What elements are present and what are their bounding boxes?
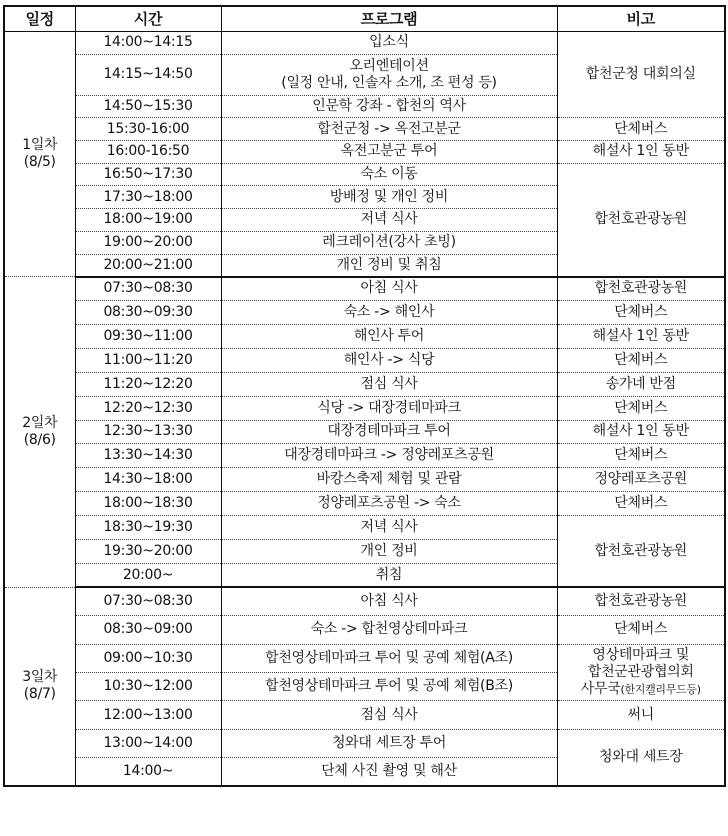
- day-label: 2일차: [22, 414, 58, 431]
- program-text: 레크레이션(강사 초빙): [322, 234, 456, 251]
- time-cell: 20:00~: [75, 563, 221, 587]
- program-text: 단체 사진 촬영 및 해산: [321, 763, 457, 780]
- time-cell: 09:30~11:00: [75, 324, 221, 348]
- remark-text-2: 합천군관광협의회: [587, 663, 694, 680]
- remark-cell: [557, 644, 725, 701]
- table-row: [4, 118, 725, 141]
- table-row: [4, 729, 725, 757]
- day-cell: [4, 277, 75, 588]
- program-cell: [221, 301, 557, 325]
- remark-cell: [557, 492, 725, 516]
- program-text: 옥전고분군 투어: [340, 143, 438, 160]
- remark-text: 합천군청 대회의실: [585, 66, 696, 83]
- table-row: [4, 587, 725, 615]
- remark-text-3: [558, 681, 725, 698]
- program-text: 숙소 이동: [360, 166, 418, 183]
- remark-cell: [557, 348, 725, 372]
- table-row: [4, 141, 725, 164]
- program-text: 대장경테마파크 투어: [327, 423, 451, 440]
- time-cell: 20:00~21:00: [75, 254, 221, 277]
- day-label: 1일차: [22, 137, 58, 154]
- time-cell: 08:30~09:30: [75, 301, 221, 325]
- program-text: 오리엔테이션: [349, 57, 429, 74]
- time-cell: 18:00~19:00: [75, 209, 221, 232]
- time-cell: 11:20~12:20: [75, 372, 221, 396]
- program-cell: [221, 186, 557, 209]
- program-cell: [221, 95, 557, 118]
- program-text: 입소식: [369, 34, 409, 51]
- time-cell: 13:30~14:30: [75, 444, 221, 468]
- table-row: [4, 372, 725, 396]
- program-cell: [221, 492, 557, 516]
- program-text: 아침 식사: [360, 280, 418, 297]
- table-row: [4, 396, 725, 420]
- remark-text: 써니: [627, 706, 654, 723]
- remark-cell: [557, 32, 725, 118]
- remark-cell: [557, 729, 725, 786]
- program-cell: [221, 758, 557, 786]
- remark-cell: [557, 587, 725, 615]
- program-text: 숙소 -> 해인사: [343, 304, 435, 321]
- remark-text-3-main: 사무국: [580, 680, 621, 697]
- program-text: 숙소 -> 합천영상테마파크: [310, 621, 468, 638]
- remark-text: 단체버스: [614, 351, 668, 368]
- program-cell: [221, 563, 557, 587]
- program-text: 합천영상테마파크 투어 및 공예 체험(A조): [265, 649, 513, 666]
- program-cell: [221, 209, 557, 232]
- day-date: (8/6): [23, 431, 56, 448]
- program-cell: [221, 163, 557, 186]
- table-row: [4, 32, 725, 55]
- program-cell: [221, 644, 557, 672]
- time-cell: 19:00~20:00: [75, 231, 221, 254]
- program-text: 인문학 강좌 - 합천의 역사: [312, 98, 466, 115]
- program-cell: [221, 54, 557, 95]
- remark-cell: [557, 701, 725, 729]
- remark-cell: [557, 141, 725, 164]
- remark-cell: [557, 301, 725, 325]
- program-text: 저녁 식사: [360, 211, 418, 228]
- remark-text: 단체버스: [614, 304, 668, 321]
- program-cell: [221, 539, 557, 563]
- table-row: [4, 644, 725, 672]
- time-cell: 11:00~11:20: [75, 348, 221, 372]
- table-row: [4, 163, 725, 186]
- time-cell: 18:30~19:30: [75, 516, 221, 540]
- program-cell: [221, 324, 557, 348]
- remark-cell: [557, 396, 725, 420]
- program-text: 저녁 식사: [360, 519, 418, 536]
- program-text: 바캉스축제 체험 및 관람: [316, 471, 462, 488]
- program-cell: [221, 672, 557, 700]
- remark-cell: [557, 324, 725, 348]
- program-text: 방배정 및 개인 정비: [329, 188, 449, 205]
- program-text: 아침 식사: [360, 593, 418, 610]
- remark-text: 합천호관광농원: [594, 211, 688, 228]
- time-cell: 19:30~20:00: [75, 539, 221, 563]
- remark-text: 정양레포츠공원: [594, 471, 688, 488]
- header-day: 일정: [4, 6, 75, 32]
- program-cell: [221, 587, 557, 615]
- time-cell: 12:30~13:30: [75, 420, 221, 444]
- program-cell: [221, 372, 557, 396]
- program-text: 개인 정비 및 취침: [336, 256, 442, 273]
- day-cell: [4, 587, 75, 786]
- table-row: [4, 444, 725, 468]
- time-cell: 12:20~12:30: [75, 396, 221, 420]
- remark-text: 영상테마파크 및: [592, 646, 690, 663]
- time-cell: 16:50~17:30: [75, 163, 221, 186]
- remark-text: 해설사 1인 동반: [592, 143, 689, 160]
- time-cell: 13:00~14:00: [75, 729, 221, 757]
- program-cell: [221, 254, 557, 277]
- table-row: [4, 616, 725, 644]
- remark-cell: [557, 444, 725, 468]
- program-text: 개인 정비: [360, 542, 418, 559]
- time-cell: 17:30~18:00: [75, 186, 221, 209]
- table-row: [4, 701, 725, 729]
- time-cell: 09:00~10:30: [75, 644, 221, 672]
- schedule-table: [3, 5, 726, 787]
- time-cell: 14:30~18:00: [75, 468, 221, 492]
- day-label: 3일차: [22, 669, 58, 686]
- remark-cell: [557, 118, 725, 141]
- remark-text: 단체버스: [614, 120, 668, 137]
- remark-text: 합천호관광농원: [594, 280, 688, 297]
- table-row: [4, 277, 725, 301]
- remark-text: 단체버스: [614, 621, 668, 638]
- day-cell: [4, 32, 75, 277]
- remark-cell: [557, 372, 725, 396]
- remark-cell: [557, 516, 725, 588]
- time-cell: 12:00~13:00: [75, 701, 221, 729]
- program-cell: [221, 348, 557, 372]
- header-row: [4, 6, 725, 32]
- time-cell: 14:50~15:30: [75, 95, 221, 118]
- program-text: 취침: [375, 566, 403, 583]
- table-row: [4, 420, 725, 444]
- time-cell: 16:00-16:50: [75, 141, 221, 164]
- remark-text: 송가네 반점: [605, 375, 676, 392]
- time-cell: 14:00~14:15: [75, 32, 221, 55]
- remark-text: 단체버스: [614, 495, 668, 512]
- program-cell: [221, 516, 557, 540]
- program-cell: [221, 231, 557, 254]
- header-remark: 비고: [557, 6, 725, 32]
- remark-cell: [557, 420, 725, 444]
- program-cell: [221, 444, 557, 468]
- remark-text: 단체버스: [614, 399, 668, 416]
- table-row: [4, 348, 725, 372]
- program-cell: [221, 32, 557, 55]
- time-cell: 07:30~08:30: [75, 277, 221, 301]
- remark-text: 합천호관광농원: [594, 593, 688, 610]
- program-text: 정양레포츠공원 -> 숙소: [317, 495, 461, 512]
- remark-cell: [557, 163, 725, 276]
- program-detail: (일정 안내, 인솔자 소개, 조 편성 등): [281, 74, 497, 91]
- table-row: [4, 324, 725, 348]
- remark-text: 청와대 세트장: [599, 748, 683, 765]
- program-cell: [221, 729, 557, 757]
- day-date: (8/5): [23, 154, 56, 171]
- remark-text: 해설사 1인 동반: [592, 327, 689, 344]
- program-text: 식당 -> 대장경테마파크: [317, 399, 461, 416]
- program-cell: [221, 141, 557, 164]
- program-cell: [221, 701, 557, 729]
- program-cell: [221, 420, 557, 444]
- time-cell: 10:30~12:00: [75, 672, 221, 700]
- day-date: (8/7): [23, 686, 56, 703]
- time-cell: 07:30~08:30: [75, 587, 221, 615]
- program-text: 합천군청 -> 옥전고분군: [317, 120, 461, 137]
- table-row: [4, 516, 725, 540]
- header-time: 시간: [75, 6, 221, 32]
- program-text: 점심 식사: [360, 375, 418, 392]
- time-cell: 14:15~14:50: [75, 54, 221, 95]
- program-text: 점심 식사: [360, 706, 418, 723]
- header-program: 프로그램: [221, 6, 557, 32]
- program-cell: [221, 396, 557, 420]
- program-cell: [221, 118, 557, 141]
- program-text: 해인사 -> 식당: [343, 351, 435, 368]
- program-text: 해인사 투어: [353, 327, 425, 344]
- remark-text: 단체버스: [614, 447, 668, 464]
- program-text: 대장경테마파크 -> 정양레포츠공원: [284, 447, 494, 464]
- table-row: [4, 468, 725, 492]
- remark-text: 해설사 1인 동반: [592, 423, 689, 440]
- time-cell: 15:30-16:00: [75, 118, 221, 141]
- program-cell: [221, 468, 557, 492]
- remark-text: 합천호관광농원: [594, 542, 688, 559]
- time-cell: 14:00~: [75, 758, 221, 786]
- remark-cell: [557, 277, 725, 301]
- remark-cell: [557, 616, 725, 644]
- time-cell: 08:30~09:00: [75, 616, 221, 644]
- program-text: 합천영상테마파크 투어 및 공예 체험(B조): [265, 678, 513, 695]
- remark-cell: [557, 468, 725, 492]
- program-text: 청와대 세트장 투어: [331, 734, 447, 751]
- table-row: [4, 301, 725, 325]
- program-cell: [221, 277, 557, 301]
- table-row: [4, 492, 725, 516]
- remark-text-3-note: (한지캘리무드등): [620, 682, 701, 696]
- program-cell: [221, 616, 557, 644]
- time-cell: 18:00~18:30: [75, 492, 221, 516]
